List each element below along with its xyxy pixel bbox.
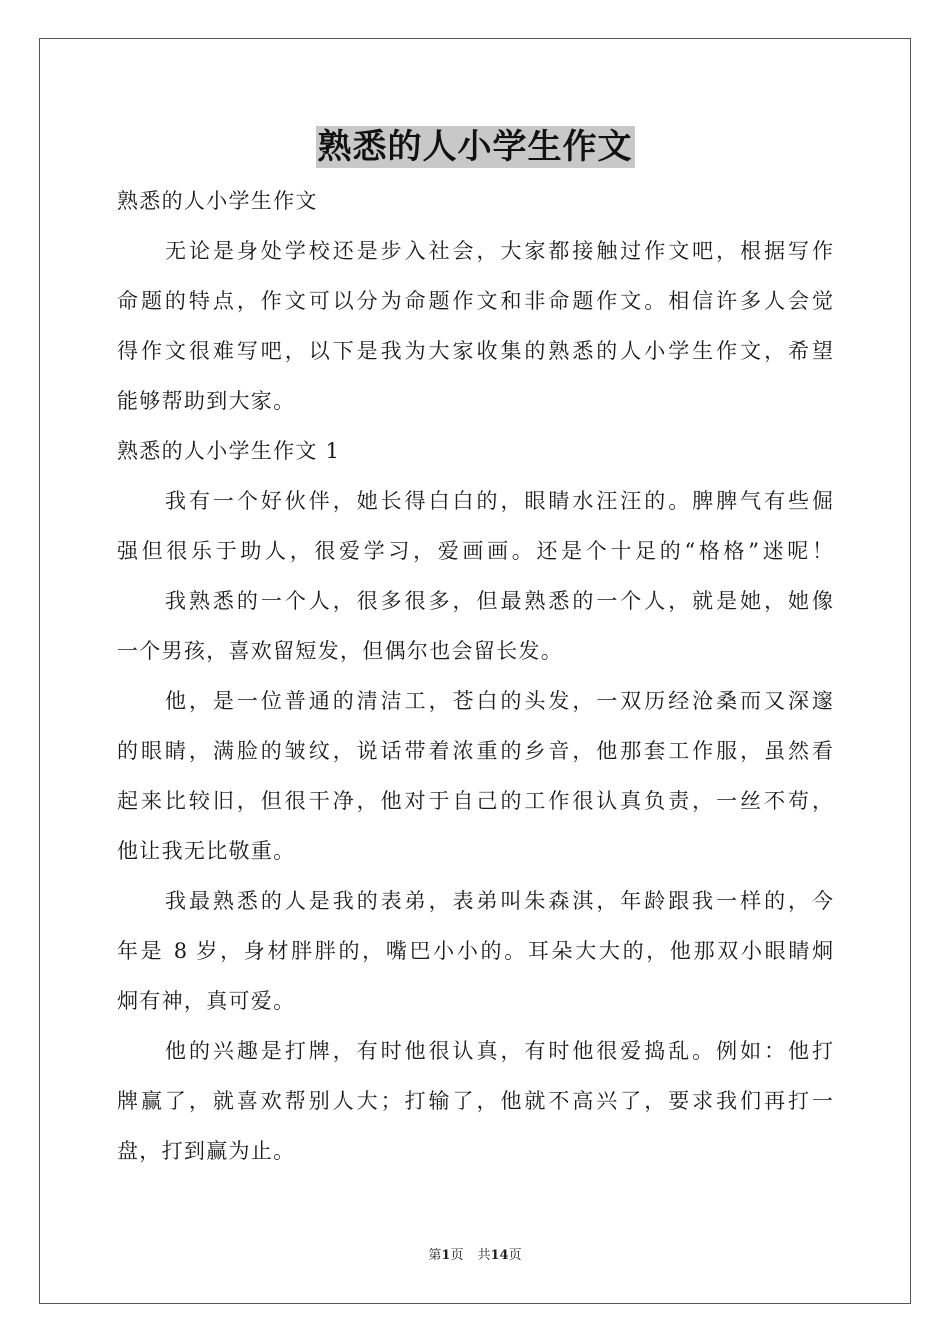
document-body bbox=[117, 176, 833, 1176]
title-container bbox=[0, 126, 950, 168]
footer-total-suffix: 页 bbox=[508, 1248, 522, 1263]
text-line: 盘，打到赢为止。 bbox=[117, 1139, 296, 1163]
text-line: 熟悉的人小学生作文 bbox=[117, 189, 318, 213]
page-footer bbox=[0, 1246, 950, 1266]
document-title: 熟悉的人小学生作文 bbox=[317, 127, 633, 167]
text-line: 牌赢了，就喜欢帮别人大；打输了，他就不高兴了，要求我们再打一 bbox=[117, 1089, 833, 1113]
text-line: 起来比较旧，但很干净，他对于自己的工作很认真负责，一丝不苟， bbox=[117, 789, 833, 813]
text-line: 无论是身处学校还是步入社会，大家都接触过作文吧，根据写作 bbox=[165, 239, 833, 263]
text-line: 我有一个好伙伴，她长得白白的，眼睛水汪汪的。脾脾气有些倔 bbox=[165, 489, 833, 513]
text-line: 的眼睛，满脸的皱纹，说话带着浓重的乡音，他那套工作服，虽然看 bbox=[117, 739, 833, 763]
text-line: 他的兴趣是打牌，有时他很认真，有时他很爱捣乱。例如：他打 bbox=[165, 1039, 833, 1063]
text-line: 炯有神，真可爱。 bbox=[117, 989, 296, 1013]
text-line: 我最熟悉的人是我的表弟，表弟叫朱森淇，年龄跟我一样的，今 bbox=[165, 889, 833, 913]
text-line: 熟悉的人小学生作文 1 bbox=[117, 439, 341, 463]
footer-total-pages: 14 bbox=[490, 1248, 509, 1263]
text-line: 年是 8 岁，身材胖胖的，嘴巴小小的。耳朵大大的，他那双小眼睛炯 bbox=[117, 939, 833, 963]
text-line: 命题的特点，作文可以分为命题作文和非命题作文。相信许多人会觉 bbox=[117, 289, 833, 313]
text-line: 我熟悉的一个人，很多很多，但最熟悉的一个人，就是她，她像 bbox=[165, 589, 833, 613]
footer-page-prefix: 第 bbox=[428, 1248, 442, 1263]
footer-page-suffix: 页 bbox=[450, 1248, 464, 1263]
text-line: 得作文很难写吧，以下是我为大家收集的熟悉的人小学生作文，希望 bbox=[117, 339, 833, 363]
footer-page-number: 1 bbox=[441, 1248, 451, 1263]
text-line: 他让我无比敬重。 bbox=[117, 839, 296, 863]
text-line: 能够帮助到大家。 bbox=[117, 389, 296, 413]
text-line: 强但很乐于助人，很爱学习，爱画画。还是个十足的“格格”迷呢！ bbox=[117, 539, 833, 563]
text-line: 一个男孩，喜欢留短发，但偶尔也会留长发。 bbox=[117, 639, 563, 663]
footer-total-prefix: 共 bbox=[477, 1248, 491, 1263]
text-line: 他，是一位普通的清洁工，苍白的头发，一双历经沧桑而又深邃 bbox=[165, 689, 833, 713]
